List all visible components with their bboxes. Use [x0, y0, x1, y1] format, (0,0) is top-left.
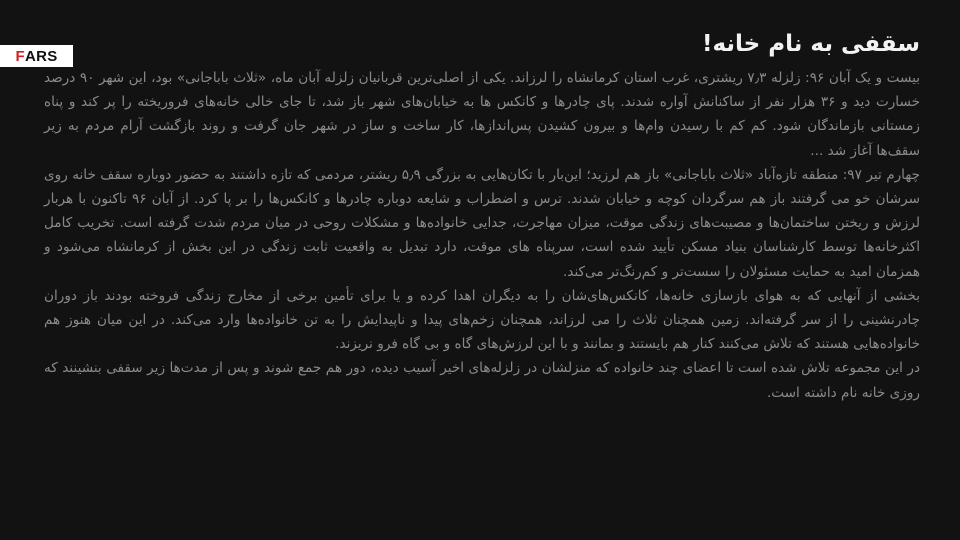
- logo-text: ARS: [24, 47, 58, 65]
- paragraph: در این مجموعه تلاش شده است تا اعضای چند خانواده که منزلشان در زلزله‌های اخیر آسیب دیده، دور هم جمع شوند و پس از مدت‌ها زیر سقفی بنشینند که روزی خانه نام داشته است.: [44, 360, 920, 401]
- logo-accent-letter: F: [15, 47, 25, 65]
- paragraph: بیست و یک آبان ۹۶: زلزله ۷٫۳ ریشتری، غرب استان کرمانشاه را لرزاند. یکی از اصلی‌ترین قربانیان زلزله آبان ماه، «ثلاث باباجانی» بود، این شهر ۹۰ درصد خسارت دید و ۳۶ هزار نفر از ساکنانش آواره شدند. پای چادرها و کانکس ها به خیابان‌های شهر باز شد، تا جای خالی خانه‌های فروریخته را پر کند و پناه زمستانی بازماندگان شود. کم کم با رسیدن وام‌ها و بیرون کشیدن پس‌اندازها، کار ساخت و ساز در شهر جان گرفت و روند بازگشت آرام مردم به زیر سقف‌ها آغاز شد ...: [44, 70, 920, 159]
- article-body: [44, 66, 920, 405]
- page-title: سقفی به نام خانه!: [701, 31, 920, 57]
- paragraph: بخشی از آنهایی که به هوای بازسازی خانه‌ها، کانکس‌های‌شان را به دیگران اهدا کرده و یا برای تأمین برخی از مخارج زندگی فروخته بودند باز دوران چادرنشینی را از سر گرفته‌اند. زمین همچنان ثلاث را می لرزاند، همچنان زخم‌های پیدا و ناپیدایش را به تن خانواده‌ها وارد می‌کند. در این میان هنوز هم خانواده‌هایی هستند که تلاش می‌کنند کنار هم بایستند و بمانند و با این لرزش‌های گاه و بی گاه فرو نریزند.: [44, 287, 920, 353]
- paragraph: چهارم تیر ۹۷: منطقه تازه‌آباد «ثلاث باباجانی» باز هم لرزید؛ این‌بار با تکان‌هایی به بزرگی ۵٫۹ ریشتر، مردمی که تازه داشتند به حضور دوباره سقف خانه روی سرشان خو می گرفتند باز هم سرگردان کوچه و خیابان شدند. ترس و اضطراب و شایعه دوباره چادرها و کانکس‌ها را بر پا کرد. از آبان ۹۶ تاکنون با هربار لرزش و ریختن ساختمان‌ها و مصیبت‌های زندگی موقت، میزان مهاجرت، جدایی خانواده‌ها و مشکلات روحی در میان مردم شدت گرفته است. تخریب کامل اکثرخانه‌ها توسط کارشناسان بنیاد مسکن تأیید شده است، سرپناه های موقت، دارد تبدیل به واقعیت ثابت زندگی در این بخش از کرمانشاه می‌شود و همزمان امید به حمایت مسئولان را سست‌تر و کم‌رنگ‌تر می‌کند.: [44, 166, 920, 280]
- fars-logo: [0, 45, 73, 67]
